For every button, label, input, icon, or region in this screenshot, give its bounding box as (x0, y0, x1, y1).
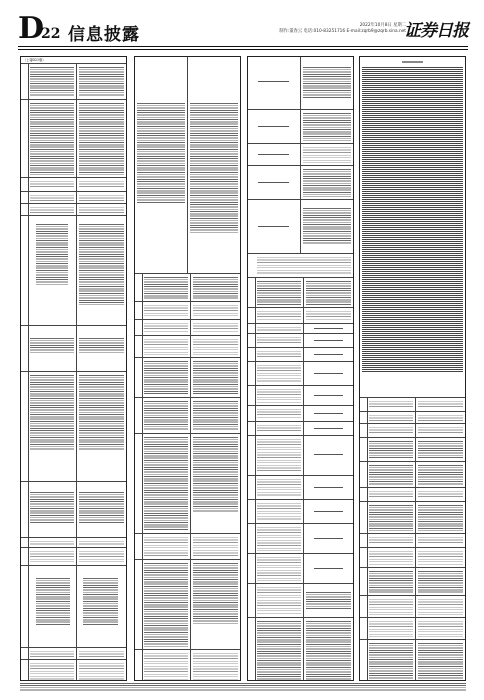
editor-line: 制作:董春云 电话:010-83251716 E-mail:zqrb9@zqrb.sina.net (279, 29, 406, 34)
table-row (135, 273, 240, 301)
table-row (248, 553, 353, 583)
table-row (135, 559, 240, 649)
table-row (360, 397, 465, 411)
table-row (135, 57, 240, 273)
table-row (360, 57, 465, 397)
table-row (21, 63, 126, 99)
text-column-4 (359, 56, 466, 681)
table-row (360, 411, 465, 423)
table-row (248, 253, 353, 277)
table-row (360, 639, 465, 681)
table-row (248, 385, 353, 405)
table-row (135, 397, 240, 433)
table-row (21, 215, 126, 325)
table-row (135, 301, 240, 319)
table-row (248, 307, 353, 323)
text-column-3 (247, 56, 354, 681)
table-row (360, 501, 465, 533)
table-row (135, 649, 240, 681)
table-row (248, 165, 353, 199)
header-meta (279, 23, 406, 35)
table-row (248, 499, 353, 523)
table-row (360, 437, 465, 461)
table-row (21, 547, 126, 565)
text-column-1 (20, 56, 127, 681)
table-row (248, 361, 353, 385)
table-row (248, 475, 353, 499)
table-row (135, 357, 240, 397)
header-rule (18, 46, 468, 47)
table-row (360, 567, 465, 595)
table-row (21, 481, 126, 537)
page-number: 22 (41, 26, 61, 42)
newspaper-logo: 证券日报 (404, 21, 468, 41)
table-row (135, 533, 240, 559)
table-row (135, 319, 240, 335)
page-header (18, 11, 468, 46)
table-row (248, 57, 353, 109)
text-column-2 (134, 56, 241, 681)
table-row (21, 99, 126, 177)
table-row (360, 595, 465, 617)
table-row (248, 277, 353, 307)
table-row (360, 617, 465, 639)
table-row (21, 325, 126, 371)
date-line: 2022年10月8日 星期二 (359, 23, 406, 28)
table-row (360, 547, 465, 567)
table-row (21, 371, 126, 481)
table-row (248, 421, 353, 435)
table-row (248, 405, 353, 421)
table-row (248, 333, 353, 347)
table-row (360, 533, 465, 547)
table-row (360, 423, 465, 437)
table-row (248, 523, 353, 553)
table-row (135, 335, 240, 357)
header-rule-thin (18, 49, 468, 50)
table-row (248, 109, 353, 143)
table-row (21, 537, 126, 547)
table-row (248, 617, 353, 681)
footer-notes (20, 683, 466, 691)
section-title: 信息披露 (68, 25, 140, 45)
table-row (248, 199, 353, 253)
table-row (21, 659, 126, 681)
table-row (21, 191, 126, 203)
table-row (21, 203, 126, 215)
table-row (248, 323, 353, 333)
table-row (135, 433, 240, 533)
table-row (360, 487, 465, 501)
table-row (360, 461, 465, 487)
table-row (248, 347, 353, 361)
section-letter: D (18, 11, 45, 46)
table-row (21, 177, 126, 191)
table-row (248, 435, 353, 475)
table-row (248, 583, 353, 617)
table-row (21, 565, 126, 647)
table-row (248, 143, 353, 165)
column-continuation: （上接D21版） (21, 57, 126, 64)
table-row (21, 647, 126, 659)
